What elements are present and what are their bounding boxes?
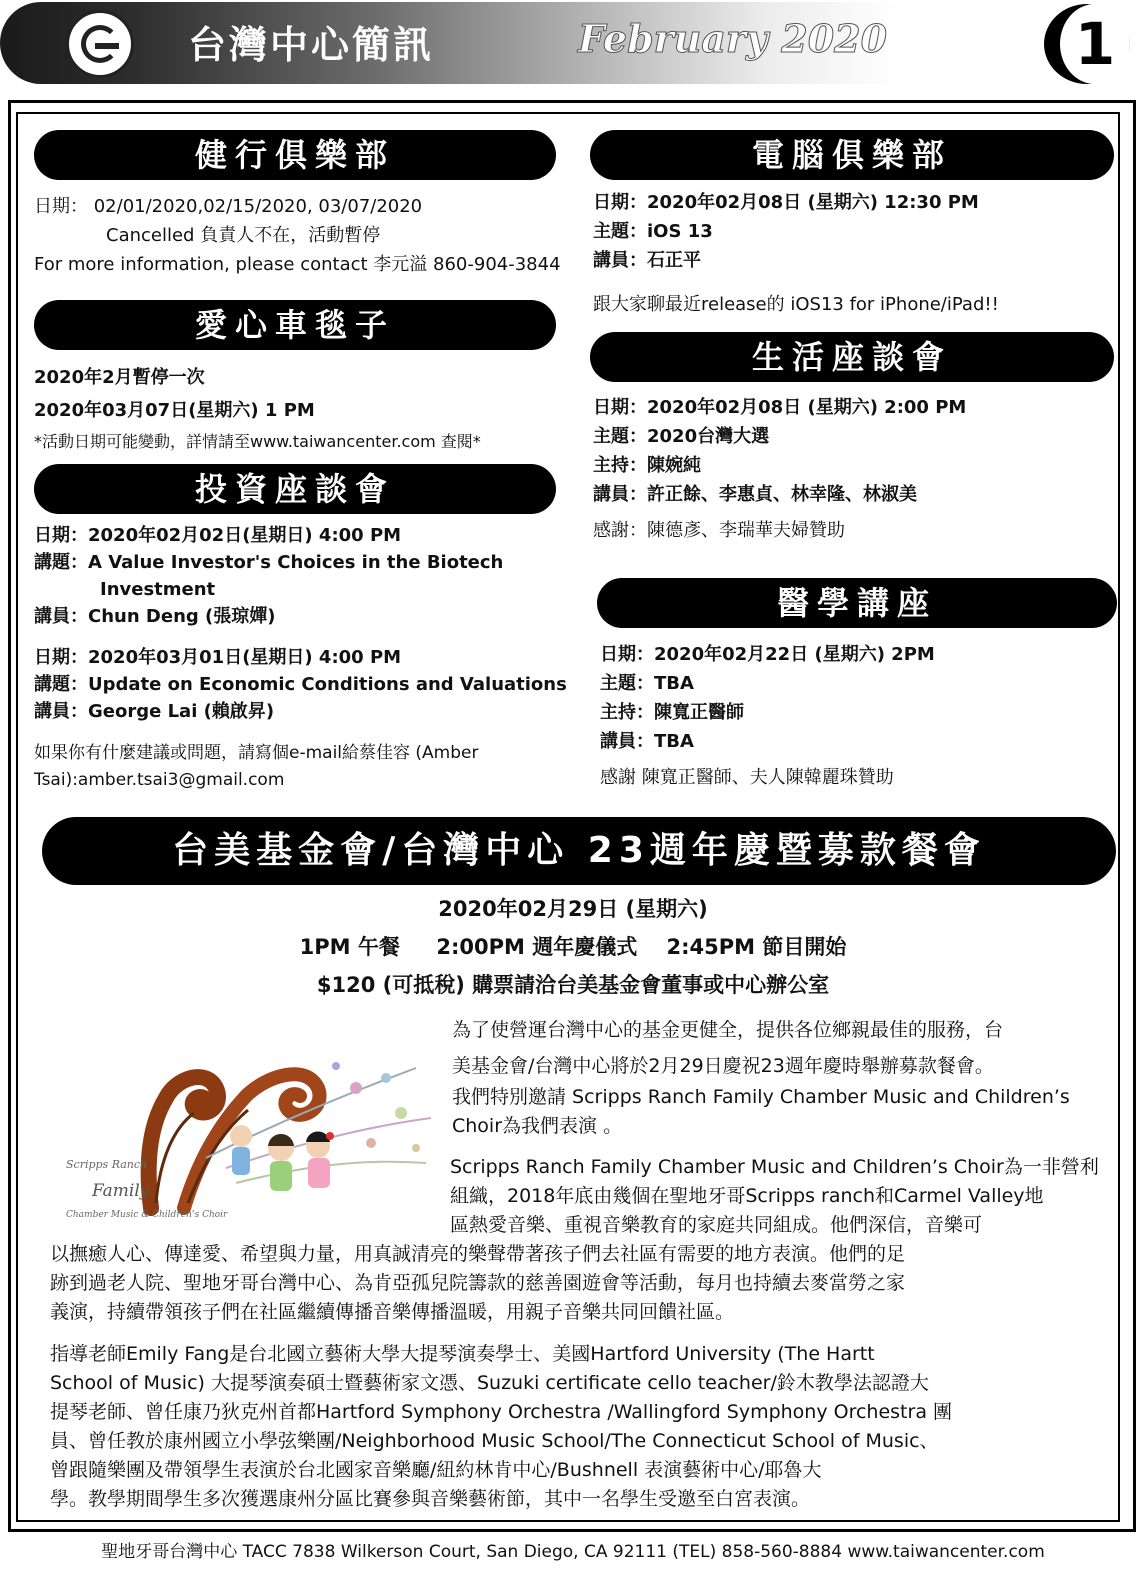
computer-club-date: 日期：2020年02月08日 (星期六) 12:30 PM	[593, 192, 979, 213]
investment-section	[34, 522, 567, 725]
taiwan-center-logo	[66, 10, 134, 78]
car-blanket-heading: 愛心車毯子	[34, 300, 556, 350]
choir-line2: 組織，2018年底由幾個在聖地牙哥Scripps ranch和Carmel Valley地	[450, 1185, 1044, 1207]
car-blanket-line1: 2020年2月暫停一次	[34, 367, 205, 388]
medical-host: 主持：陳寬正醫師	[600, 702, 744, 723]
issue-date: February 2020	[578, 16, 888, 61]
choir-logo-image	[56, 1018, 444, 1232]
teacher-bio	[50, 1340, 1120, 1514]
investment-contact-line2: Tsai):amber.tsai3@gmail.com	[34, 770, 285, 790]
investment-s1-topic-cont: Investment	[100, 579, 216, 600]
computer-club-section	[593, 188, 979, 275]
teacher-line3: 提琴老師、曾任康乃狄克州首都Hartford Symphony Orchestra /Wallingford Symphony Orchestra 團	[50, 1401, 952, 1423]
investment-s2-topic: 講題：Update on Economic Conditions and Valuations	[34, 674, 567, 695]
gala-ticket: $120 (可抵稅) 購票請洽台美基金會董事或中心辦公室	[316, 973, 830, 997]
newsletter-title: 台灣中心簡訊	[188, 23, 435, 67]
car-blanket-section	[34, 362, 481, 455]
investment-contact	[34, 740, 478, 794]
choir-cont-line3: 義演，持續帶領孩子們在社區繼續傳播音樂傳播溫暖，用親子音樂共同回饋社區。	[50, 1301, 735, 1323]
footer-contact: 聖地牙哥台灣中心 TACC 7838 Wilkerson Court, San Diego, CA 92111 (TEL) 858-560-8884 www.taiwancenter.com	[101, 1542, 1045, 1562]
computer-club-speaker: 講員：石正平	[593, 250, 701, 271]
choir-line3: 區熱愛音樂、重視音樂教育的家庭共同組成。他們深信，音樂可	[450, 1214, 983, 1236]
gala-intro-line3: 我們特別邀請 Scripps Ranch Family Chamber Music and Children’s	[452, 1086, 1070, 1108]
newsletter-header	[0, 0, 1146, 90]
life-forum-date: 日期：2020年02月08日 (星期六) 2:00 PM	[593, 397, 967, 418]
gala-details	[0, 890, 1146, 1004]
computer-club-heading: 電腦俱樂部	[590, 130, 1114, 180]
logo-text-line3: Chamber Music & Children’s Choir	[66, 1210, 228, 1220]
choir-line1: Scripps Ranch Family Chamber Music and Children’s Choir為一非營利	[450, 1156, 1099, 1178]
logo-text-line1: Scripps Ranch	[66, 1158, 148, 1171]
medical-speaker: 講員：TBA	[600, 731, 694, 752]
investment-s2-speaker: 講員：George Lai (賴啟昇)	[34, 701, 275, 722]
date-label: 日期：	[34, 196, 88, 217]
life-forum-topic: 主題：2020台灣大選	[593, 426, 770, 447]
page-number: 1	[1060, 4, 1130, 84]
choir-description	[450, 1153, 1114, 1240]
gala-date: 2020年02月29日 (星期六)	[438, 897, 708, 921]
medical-heading: 醫學講座	[597, 578, 1117, 628]
medical-topic: 主題：TBA	[600, 673, 694, 694]
medical-thanks: 感謝 陳寬正醫師、夫人陳韓麗珠贊助	[600, 767, 894, 788]
logo-text-line2: Family	[92, 1181, 150, 1201]
gala-intro-line2: 美基金會/台灣中心將於2月29日慶祝23週年慶時舉辦募款餐會。	[452, 1055, 994, 1077]
logo-bar-icon	[95, 43, 119, 49]
life-forum-host: 主持：陳婉純	[593, 455, 701, 476]
life-forum-section	[593, 393, 966, 509]
choir-cont-line2: 跡到過老人院、聖地牙哥台灣中心、為肯亞孤兒院籌款的慈善園遊會等活動，每月也持續去麥當勞之家	[50, 1272, 906, 1294]
computer-club-topic: 主題：iOS 13	[593, 221, 713, 242]
car-blanket-line2: 2020年03月07日(星期六) 1 PM	[34, 400, 315, 421]
investment-heading: 投資座談會	[34, 464, 556, 514]
page-number-badge	[1044, 4, 1130, 84]
life-forum-thanks: 感謝：陳德彥、李瑞華夫婦贊助	[593, 520, 845, 541]
investment-s1-topic: 講題：A Value Investor's Choices in the Biotech	[34, 552, 504, 573]
teacher-line6: 學。教學期間學生多次獲選康州分區比賽參與音樂藝術節，其中一名學生受邀至白宮表演。	[50, 1488, 811, 1510]
gala-schedule: 1PM 午餐 2:00PM 週年慶儀式 2:45PM 節目開始	[299, 935, 847, 959]
teacher-line1: 指導老師Emily Fang是台北國立藝術大學大提琴演奏學士、美國Hartford University (The Hartt	[50, 1343, 875, 1365]
fitness-club-dates: 02/01/2020,02/15/2020, 03/07/2020	[93, 196, 423, 217]
choir-cont-line1: 以撫癒人心、傳達愛、希望與力量，用真誠清亮的樂聲帶著孩子們去社區有需要的地方表演。他們的足	[50, 1243, 906, 1265]
teacher-line2: School of Music) 大提琴演奏碩士暨藝術家文憑、Suzuki certificate cello teacher/鈴木教學法認證大	[50, 1372, 929, 1394]
investment-contact-line1: 如果你有什麼建議或問題，請寫個e-mail給蔡佳容 (Amber	[34, 743, 479, 763]
computer-club-note: 跟大家聊最近release的 iOS13 for iPhone/iPad!!	[593, 294, 999, 315]
fitness-club-cancel: Cancelled 負責人不在，活動暫停	[106, 225, 381, 246]
life-forum-heading: 生活座談會	[590, 332, 1114, 382]
medical-date: 日期：2020年02月22日 (星期六) 2PM	[600, 644, 935, 665]
fitness-club-section	[34, 192, 561, 279]
gala-intro	[452, 1012, 1112, 1141]
investment-s2-date: 日期：2020年03月01日(星期日) 4:00 PM	[34, 647, 402, 668]
teacher-line4: 員、曾任教於康州國立小學弦樂團/Neighborhood Music School/The Connecticut School of Music、	[50, 1430, 939, 1452]
teacher-line5: 曾跟隨樂團及帶領學生表演於台北國家音樂廳/紐約林肯中心/Bushnell 表演藝術中心/耶魯大	[50, 1459, 822, 1481]
gala-intro-line1: 為了使營運台灣中心的基金更健全，提供各位鄉親最佳的服務，台	[452, 1019, 1004, 1041]
car-blanket-note: *活動日期可能變動，詳情請至www.taiwancenter.com 查閱*	[34, 432, 481, 451]
investment-s1-date: 日期：2020年02月02日(星期日) 4:00 PM	[34, 525, 402, 546]
fitness-club-contact: For more information, please contact 李元溢 860-904-3844	[34, 254, 561, 275]
fitness-club-heading: 健行俱樂部	[34, 130, 556, 180]
life-forum-speakers: 講員：許正餘、李惠貞、林幸隆、林淑美	[593, 484, 917, 505]
investment-s1-speaker: 講員：Chun Deng (張琼嬋)	[34, 606, 276, 627]
medical-section	[600, 640, 935, 756]
gala-intro-line4: Choir為我們表演 。	[452, 1115, 623, 1137]
gala-heading: 台美基金會/台灣中心 23週年慶暨募款餐會	[42, 817, 1116, 885]
choir-description-cont	[50, 1240, 1120, 1327]
